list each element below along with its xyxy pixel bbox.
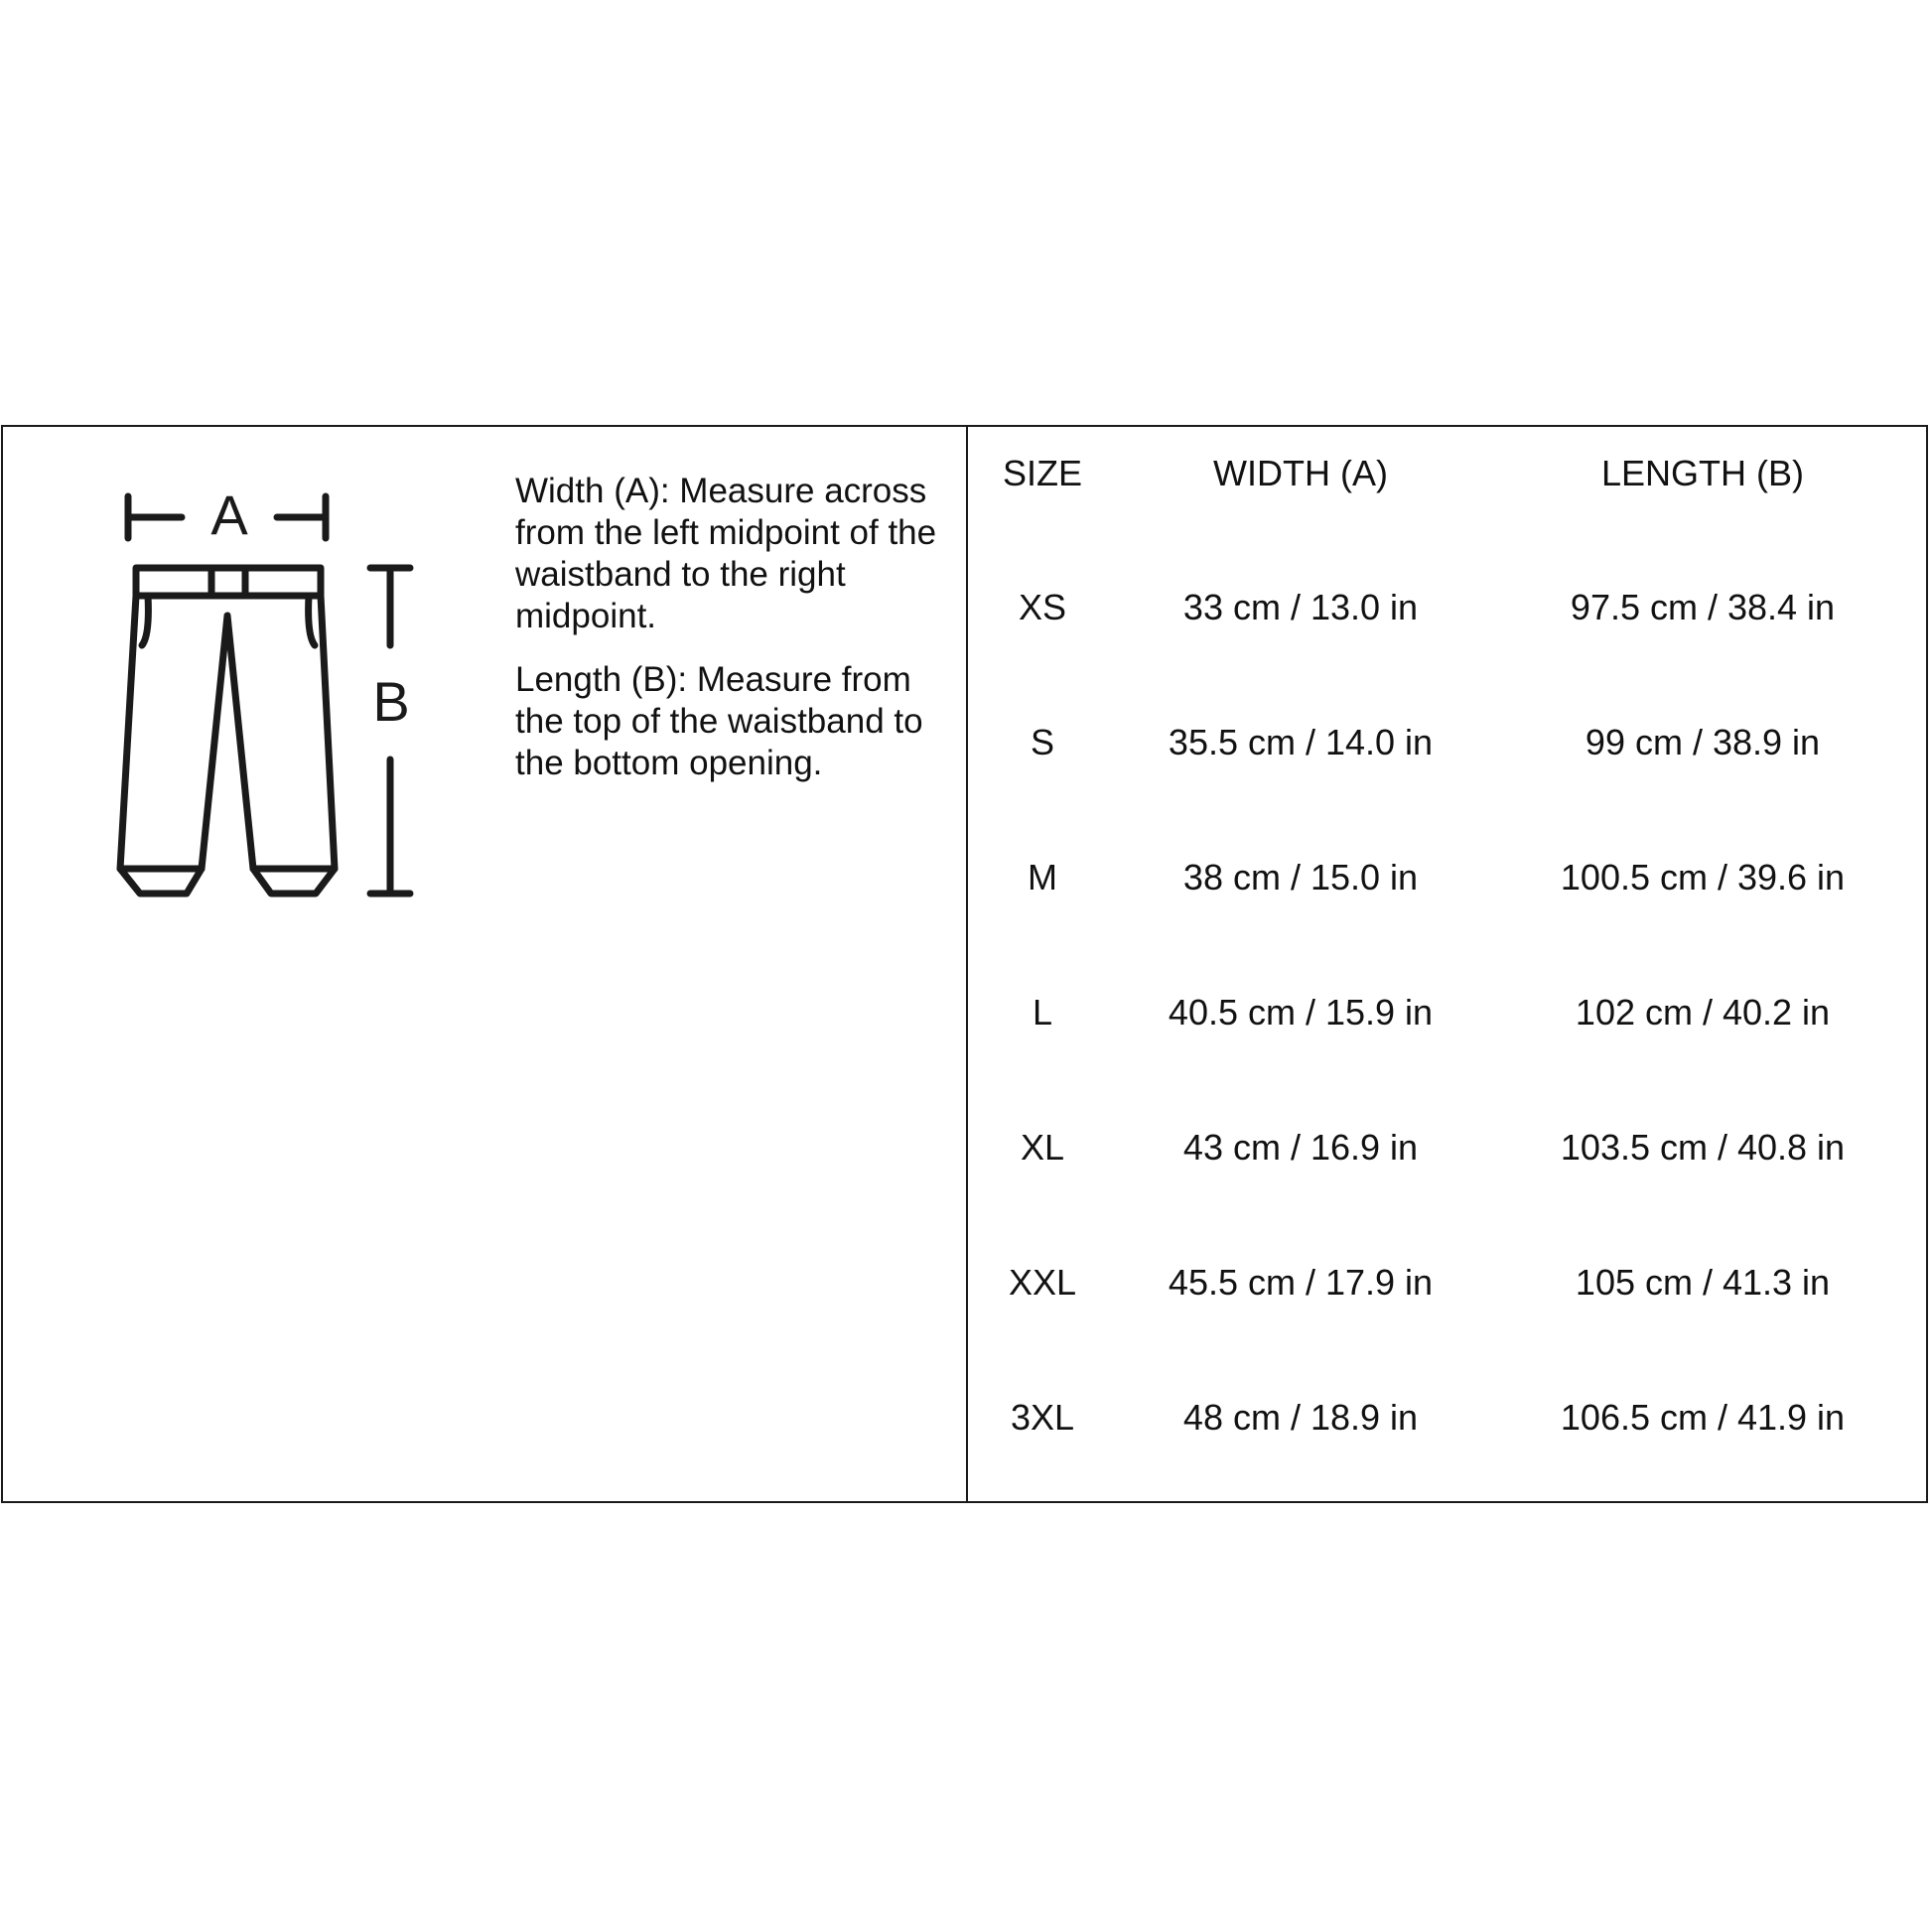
size-cell: L xyxy=(1032,992,1053,1033)
header-size: SIZE xyxy=(1002,453,1082,493)
right-pocket xyxy=(309,596,315,645)
table-row xyxy=(968,1118,1928,1177)
pants-illustration xyxy=(102,486,440,943)
length-cell: 102 cm / 40.2 in xyxy=(1575,992,1831,1033)
table-row xyxy=(968,983,1928,1042)
width-marker-label: A xyxy=(210,486,248,546)
size-cell: S xyxy=(1030,722,1054,762)
length-cell: 100.5 cm / 39.6 in xyxy=(1560,857,1846,897)
length-cell: 105 cm / 41.3 in xyxy=(1575,1262,1831,1303)
size-cell: XXL xyxy=(1008,1262,1077,1303)
table-row xyxy=(968,848,1928,907)
size-cell: XS xyxy=(1018,587,1067,627)
waistband xyxy=(136,568,321,596)
table-row xyxy=(968,1388,1928,1448)
length-cell: 106.5 cm / 41.9 in xyxy=(1560,1397,1846,1438)
width-cell: 40.5 cm / 15.9 in xyxy=(1168,992,1434,1033)
width-cell: 43 cm / 16.9 in xyxy=(1182,1127,1419,1168)
pants-diagram xyxy=(102,486,440,943)
length-instruction: Length (B): Measure from the top of the waistband to the bottom opening. xyxy=(515,660,923,782)
size-cell: XL xyxy=(1020,1127,1065,1168)
table-row xyxy=(968,713,1928,772)
width-cell: 35.5 cm / 14.0 in xyxy=(1168,722,1434,762)
table-row xyxy=(968,1253,1928,1312)
length-cell: 97.5 cm / 38.4 in xyxy=(1570,587,1836,627)
header-length: LENGTH (B) xyxy=(1600,453,1804,493)
width-cell: 38 cm / 15.0 in xyxy=(1182,857,1419,897)
size-cell: 3XL xyxy=(1010,1397,1075,1438)
length-cell: 103.5 cm / 40.8 in xyxy=(1560,1127,1846,1168)
width-cell: 45.5 cm / 17.9 in xyxy=(1168,1262,1434,1303)
size-cell: M xyxy=(1028,857,1057,897)
header-width: WIDTH (A) xyxy=(1213,453,1388,493)
length-marker-label: B xyxy=(372,670,410,733)
width-instruction: Width (A): Measure across from the left midpoint of the waistband to the right midpoint. xyxy=(515,472,937,635)
width-cell: 48 cm / 18.9 in xyxy=(1182,1397,1419,1438)
width-cell: 33 cm / 13.0 in xyxy=(1182,587,1419,627)
measurement-instructions xyxy=(515,471,957,806)
table-row xyxy=(968,578,1928,637)
pants-outline xyxy=(120,596,335,894)
left-pocket xyxy=(142,596,148,645)
length-cell: 99 cm / 38.9 in xyxy=(1585,722,1821,762)
table-header-row xyxy=(968,444,1928,503)
size-chart-frame xyxy=(1,425,1928,1503)
